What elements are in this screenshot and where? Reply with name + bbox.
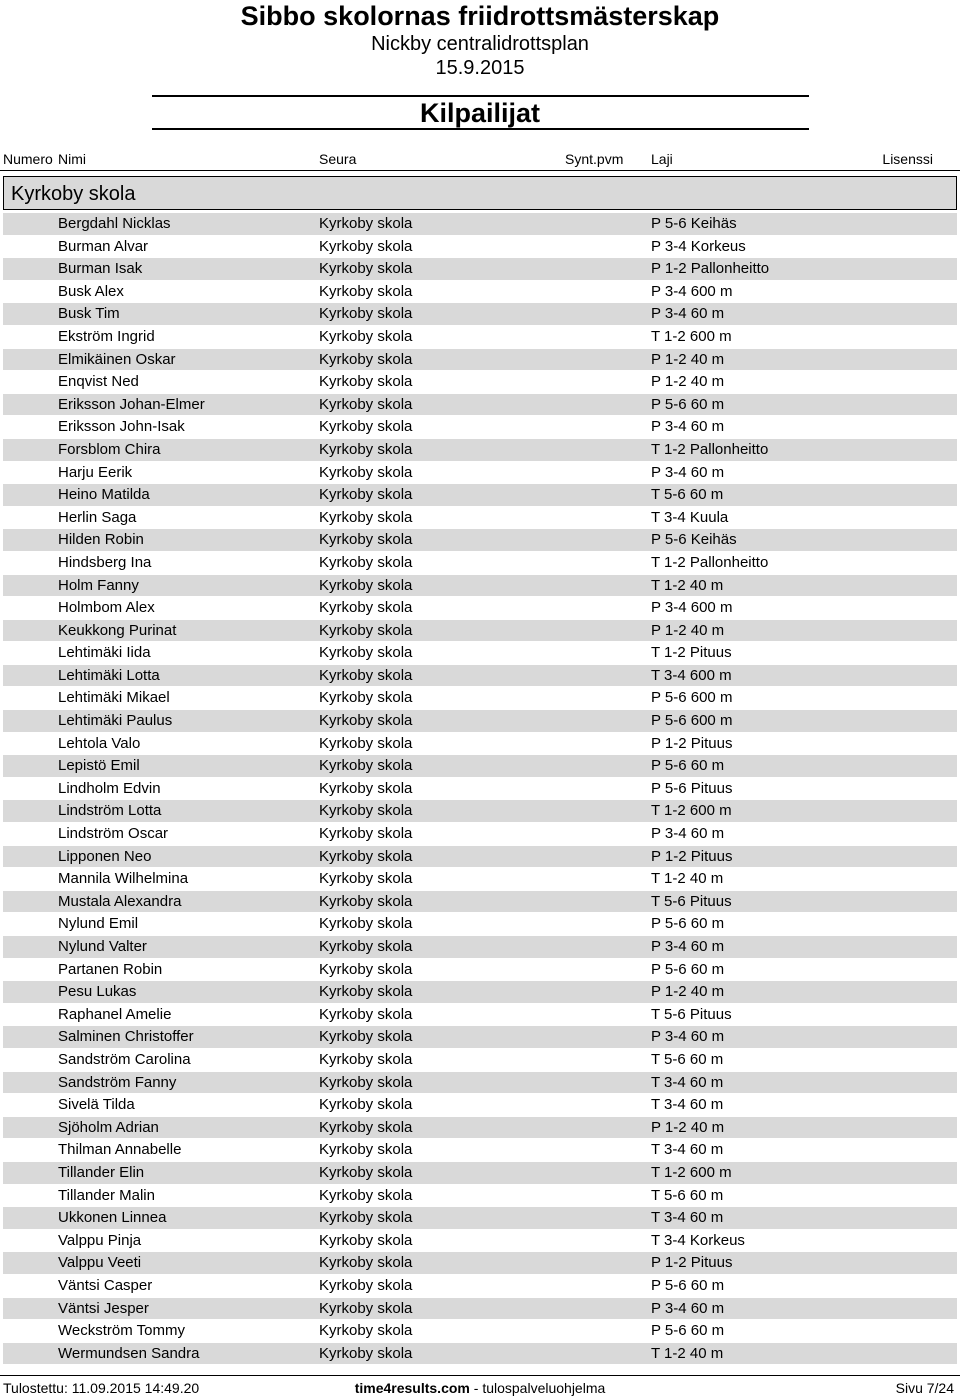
participant-event: P 1-2 Pituus <box>651 847 733 865</box>
table-row <box>3 1049 957 1072</box>
participant-name: Mustala Alexandra <box>58 892 182 910</box>
participant-event: P 5-6 60 m <box>651 915 725 933</box>
participant-event: P 5-6 600 m <box>651 689 733 707</box>
table-row <box>3 1252 957 1275</box>
participant-event: T 1-2 Pallonheitto <box>651 440 769 458</box>
participant-club: Kyrkoby skola <box>319 237 413 255</box>
participant-name: Valppu Pinja <box>58 1231 142 1249</box>
participant-club: Kyrkoby skola <box>319 666 413 684</box>
participant-name: Sandström Carolina <box>58 1050 191 1068</box>
table-row <box>3 823 957 846</box>
participant-event: T 5-6 Pituus <box>651 1005 732 1023</box>
participant-club: Kyrkoby skola <box>319 553 413 571</box>
section-title: Kilpailijat <box>419 98 541 128</box>
participant-event: T 1-2 600 m <box>651 802 732 820</box>
participant-club: Kyrkoby skola <box>319 215 413 232</box>
participant-event: P 3-4 600 m <box>651 599 733 617</box>
event-date: 15.9.2015 <box>435 57 525 79</box>
participant-event: P 5-6 60 m <box>651 395 725 413</box>
participant-club: Kyrkoby skola <box>319 418 413 436</box>
participant-name: Busk Tim <box>58 305 120 323</box>
participant-name: Forsblom Chira <box>58 440 161 458</box>
participant-event: P 3-4 Korkeus <box>651 237 746 255</box>
club-heading: Kyrkoby skola <box>3 176 957 210</box>
table-row <box>3 349 957 372</box>
participant-club: Kyrkoby skola <box>319 1005 413 1023</box>
brand-name: time4results.com <box>354 1380 470 1396</box>
participant-name: Sivelä Tilda <box>58 1096 135 1114</box>
table-row <box>3 416 957 439</box>
participant-name: Lindström Lotta <box>58 802 162 820</box>
table-row <box>3 484 957 507</box>
participant-name: Holm Fanny <box>58 576 139 594</box>
document-title: Sibbo skolornas friidrottsmästerskap <box>240 1 720 31</box>
table-row <box>3 462 957 485</box>
participant-club: Kyrkoby skola <box>319 1254 413 1272</box>
participant-club: Kyrkoby skola <box>319 1209 413 1227</box>
participant-name: Mannila Wilhelmina <box>58 870 189 888</box>
participant-name: Hindsberg Ina <box>58 553 152 571</box>
participant-name: Burman Isak <box>58 260 143 278</box>
participant-name: Lehtimäki Iida <box>58 644 151 662</box>
participant-name: Herlin Saga <box>58 508 137 526</box>
participant-club: Kyrkoby skola <box>319 576 413 594</box>
participant-club: Kyrkoby skola <box>319 938 413 955</box>
participant-club: Kyrkoby skola <box>319 1073 413 1091</box>
table-row <box>3 258 957 281</box>
col-lisenssi: Lisenssi <box>882 151 933 167</box>
divider-top <box>152 95 809 97</box>
table-row <box>3 959 957 982</box>
participant-event: P 3-4 60 m <box>651 463 725 481</box>
participant-event: P 5-6 60 m <box>651 1276 725 1294</box>
table-row <box>3 394 957 417</box>
table-row <box>3 936 957 959</box>
table-row <box>3 1275 957 1298</box>
participant-event: T 1-2 40 m <box>651 576 724 594</box>
participant-event: P 5-6 60 m <box>651 960 725 978</box>
participant-event: P 1-2 Pallonheitto <box>651 260 770 278</box>
col-numero: Numero <box>3 151 53 167</box>
table-row <box>3 913 957 936</box>
participant-event: P 1-2 40 m <box>651 621 725 639</box>
participant-event: P 1-2 Pituus <box>651 734 733 752</box>
participant-club: Kyrkoby skola <box>319 779 413 797</box>
table-row <box>3 687 957 710</box>
participant-name: Wermundsen Sandra <box>58 1344 200 1362</box>
participant-name: Lindholm Edvin <box>58 779 161 797</box>
table-row <box>3 1185 957 1208</box>
participant-event: P 5-6 Pituus <box>651 779 733 797</box>
participant-event: P 5-6 Keihäs <box>651 531 737 549</box>
participant-name: Harju Eerik <box>58 463 133 481</box>
participant-club: Kyrkoby skola <box>319 892 413 910</box>
table-row <box>3 1139 957 1162</box>
participant-name: Väntsi Casper <box>58 1276 153 1294</box>
table-row <box>3 1298 957 1321</box>
table-row <box>3 868 957 891</box>
participant-club: Kyrkoby skola <box>319 463 413 481</box>
print-timestamp: Tulostettu: 11.09.2015 14:49.20 <box>3 1380 200 1396</box>
table-row <box>3 733 957 756</box>
participant-club: Kyrkoby skola <box>319 1231 413 1249</box>
page-footer <box>0 1375 960 1400</box>
participant-name: Sjöholm Adrian <box>58 1118 159 1136</box>
participant-event: P 5-6 60 m <box>651 757 725 775</box>
table-row <box>3 1094 957 1117</box>
table-row <box>3 303 957 326</box>
participant-event: P 3-4 60 m <box>651 825 725 843</box>
participant-event: T 3-4 60 m <box>651 1073 724 1091</box>
participant-event: T 3-4 60 m <box>651 1141 724 1159</box>
participant-event: P 3-4 60 m <box>651 1028 725 1046</box>
participant-event: T 1-2 Pituus <box>651 644 732 662</box>
participant-name: Keukkong Purinat <box>58 621 177 639</box>
participant-club: Kyrkoby skola <box>319 757 413 775</box>
participant-club: Kyrkoby skola <box>319 1141 413 1159</box>
participant-name: Ukkonen Linnea <box>58 1209 167 1227</box>
participant-event: P 5-6 60 m <box>651 1322 725 1340</box>
table-row <box>3 665 957 688</box>
participant-name: Bergdahl Nicklas <box>58 215 171 232</box>
participant-name: Lepistö Emil <box>58 757 140 775</box>
table-row <box>3 755 957 778</box>
participant-name: Valppu Veeti <box>58 1254 142 1272</box>
participant-event: P 1-2 40 m <box>651 350 725 368</box>
participant-club: Kyrkoby skola <box>319 734 413 752</box>
participant-event: P 3-4 60 m <box>651 305 725 323</box>
participant-club: Kyrkoby skola <box>319 1118 413 1136</box>
participant-name: Holmbom Alex <box>58 599 155 617</box>
participant-club: Kyrkoby skola <box>319 282 413 300</box>
table-row <box>3 778 957 801</box>
participant-event: P 3-4 60 m <box>651 1299 725 1317</box>
header-rule <box>0 170 960 171</box>
table-row <box>3 597 957 620</box>
participant-name: Burman Alvar <box>58 237 149 255</box>
column-header-row <box>0 150 960 168</box>
participant-club: Kyrkoby skola <box>319 260 413 278</box>
table-row <box>3 891 957 914</box>
table-row <box>3 642 957 665</box>
participant-event: T 3-4 60 m <box>651 1096 724 1114</box>
participant-name: Tillander Elin <box>58 1163 145 1181</box>
participant-event: P 1-2 Pituus <box>651 1254 733 1272</box>
participant-name: Väntsi Jesper <box>58 1299 149 1317</box>
table-row <box>3 846 957 869</box>
table-row <box>3 213 957 236</box>
table-row <box>3 710 957 733</box>
table-row <box>3 439 957 462</box>
table-row <box>3 1072 957 1095</box>
participant-name: Elmikäinen Oskar <box>58 350 176 368</box>
participant-club: Kyrkoby skola <box>319 915 413 933</box>
table-row <box>3 1117 957 1140</box>
participant-name: Ekström Ingrid <box>58 327 155 345</box>
participant-club: Kyrkoby skola <box>319 508 413 526</box>
participant-club: Kyrkoby skola <box>319 644 413 662</box>
participant-club: Kyrkoby skola <box>319 305 413 323</box>
participant-club: Kyrkoby skola <box>319 599 413 617</box>
participant-club: Kyrkoby skola <box>319 847 413 865</box>
participant-name: Lehtola Valo <box>58 734 141 752</box>
table-row <box>3 529 957 552</box>
col-synt: Synt.pvm <box>565 151 624 167</box>
participant-club: Kyrkoby skola <box>319 1163 413 1181</box>
participant-event: P 1-2 40 m <box>651 983 725 1001</box>
table-row <box>3 1230 957 1253</box>
table-row <box>3 1162 957 1185</box>
table-row <box>3 1004 957 1027</box>
participant-event: P 1-2 40 m <box>651 373 725 391</box>
participant-event: T 3-4 Korkeus <box>651 1231 745 1249</box>
participant-event: T 3-4 60 m <box>651 1209 724 1227</box>
participant-name: Heino Matilda <box>58 486 150 504</box>
table-row <box>3 507 957 530</box>
participant-club: Kyrkoby skola <box>319 327 413 345</box>
col-nimi: Nimi <box>58 151 86 167</box>
participant-event: P 5-6 600 m <box>651 712 733 730</box>
participant-event: T 1-2 600 m <box>651 1163 732 1181</box>
participant-name: Enqvist Ned <box>58 373 139 391</box>
table-row <box>3 236 957 259</box>
participant-name: Lehtimäki Lotta <box>58 666 160 684</box>
participant-event: P 3-4 600 m <box>651 282 733 300</box>
participant-name: Lehtimäki Mikael <box>58 689 170 707</box>
participant-event: T 5-6 Pituus <box>651 892 732 910</box>
participant-club: Kyrkoby skola <box>319 870 413 888</box>
table-row <box>3 1343 957 1366</box>
participant-event: T 1-2 40 m <box>651 1344 724 1362</box>
participant-club: Kyrkoby skola <box>319 712 413 730</box>
participant-name: Pesu Lukas <box>58 983 137 1001</box>
participant-club: Kyrkoby skola <box>319 486 413 504</box>
participant-club: Kyrkoby skola <box>319 1322 413 1340</box>
table-row <box>3 800 957 823</box>
participant-event: P 1-2 40 m <box>651 1118 725 1136</box>
participant-name: Thilman Annabelle <box>58 1141 182 1159</box>
col-seura: Seura <box>319 151 357 167</box>
participant-name: Lipponen Neo <box>58 847 152 865</box>
participant-club: Kyrkoby skola <box>319 1096 413 1114</box>
table-row <box>3 326 957 349</box>
participant-club: Kyrkoby skola <box>319 689 413 707</box>
venue: Nickby centralidrottsplan <box>371 33 589 55</box>
participant-club: Kyrkoby skola <box>319 1276 413 1294</box>
table-row <box>3 620 957 643</box>
participant-event: P 3-4 60 m <box>651 418 725 436</box>
col-laji: Laji <box>651 151 673 167</box>
table-row <box>3 1320 957 1343</box>
participant-club: Kyrkoby skola <box>319 1299 413 1317</box>
participant-name: Salminen Christoffer <box>58 1028 194 1046</box>
participant-name: Lindström Oscar <box>58 825 169 843</box>
participant-club: Kyrkoby skola <box>319 1050 413 1068</box>
participant-event: T 5-6 60 m <box>651 486 724 504</box>
participant-club: Kyrkoby skola <box>319 802 413 820</box>
participant-list <box>3 213 957 1365</box>
table-row <box>3 371 957 394</box>
participant-name: Weckström Tommy <box>58 1322 185 1340</box>
participant-club: Kyrkoby skola <box>319 531 413 549</box>
participant-name: Nylund Valter <box>58 938 147 955</box>
participant-name: Sandström Fanny <box>58 1073 177 1091</box>
participant-club: Kyrkoby skola <box>319 621 413 639</box>
participant-name: Busk Alex <box>58 282 124 300</box>
participant-event: P 3-4 60 m <box>651 938 725 955</box>
participant-club: Kyrkoby skola <box>319 350 413 368</box>
participant-club: Kyrkoby skola <box>319 440 413 458</box>
participant-club: Kyrkoby skola <box>319 395 413 413</box>
participant-name: Partanen Robin <box>58 960 163 978</box>
participant-club: Kyrkoby skola <box>319 373 413 391</box>
participant-name: Hilden Robin <box>58 531 144 549</box>
participant-club: Kyrkoby skola <box>319 960 413 978</box>
participant-name: Eriksson Johan-Elmer <box>58 395 205 413</box>
page-number: Sivu 7/24 <box>895 1380 954 1396</box>
participant-name: Nylund Emil <box>58 915 139 933</box>
table-row <box>3 281 957 304</box>
participant-event: T 1-2 600 m <box>651 327 732 345</box>
table-row <box>3 1026 957 1049</box>
participant-club: Kyrkoby skola <box>319 1186 413 1204</box>
table-row <box>3 981 957 1004</box>
participant-event: T 3-4 600 m <box>651 666 732 684</box>
table-row <box>3 552 957 575</box>
participant-event: T 1-2 Pallonheitto <box>651 553 769 571</box>
participant-name: Lehtimäki Paulus <box>58 712 173 730</box>
divider-bottom <box>152 128 809 130</box>
participant-event: P 5-6 Keihäs <box>651 215 737 232</box>
participant-name: Tillander Malin <box>58 1186 155 1204</box>
participant-event: T 5-6 60 m <box>651 1186 724 1204</box>
table-row <box>3 1207 957 1230</box>
participant-event: T 3-4 Kuula <box>651 508 729 526</box>
brand-tagline: - tulospalveluohjelma <box>469 1380 606 1396</box>
footer-brand <box>0 1376 960 1400</box>
participant-club: Kyrkoby skola <box>319 983 413 1001</box>
participant-event: T 5-6 60 m <box>651 1050 724 1068</box>
participant-club: Kyrkoby skola <box>319 825 413 843</box>
participant-name: Raphanel Amelie <box>58 1005 172 1023</box>
table-row <box>3 575 957 598</box>
participant-event: T 1-2 40 m <box>651 870 724 888</box>
participant-name: Eriksson John-Isak <box>58 418 185 436</box>
participant-club: Kyrkoby skola <box>319 1344 413 1362</box>
participant-club: Kyrkoby skola <box>319 1028 413 1046</box>
